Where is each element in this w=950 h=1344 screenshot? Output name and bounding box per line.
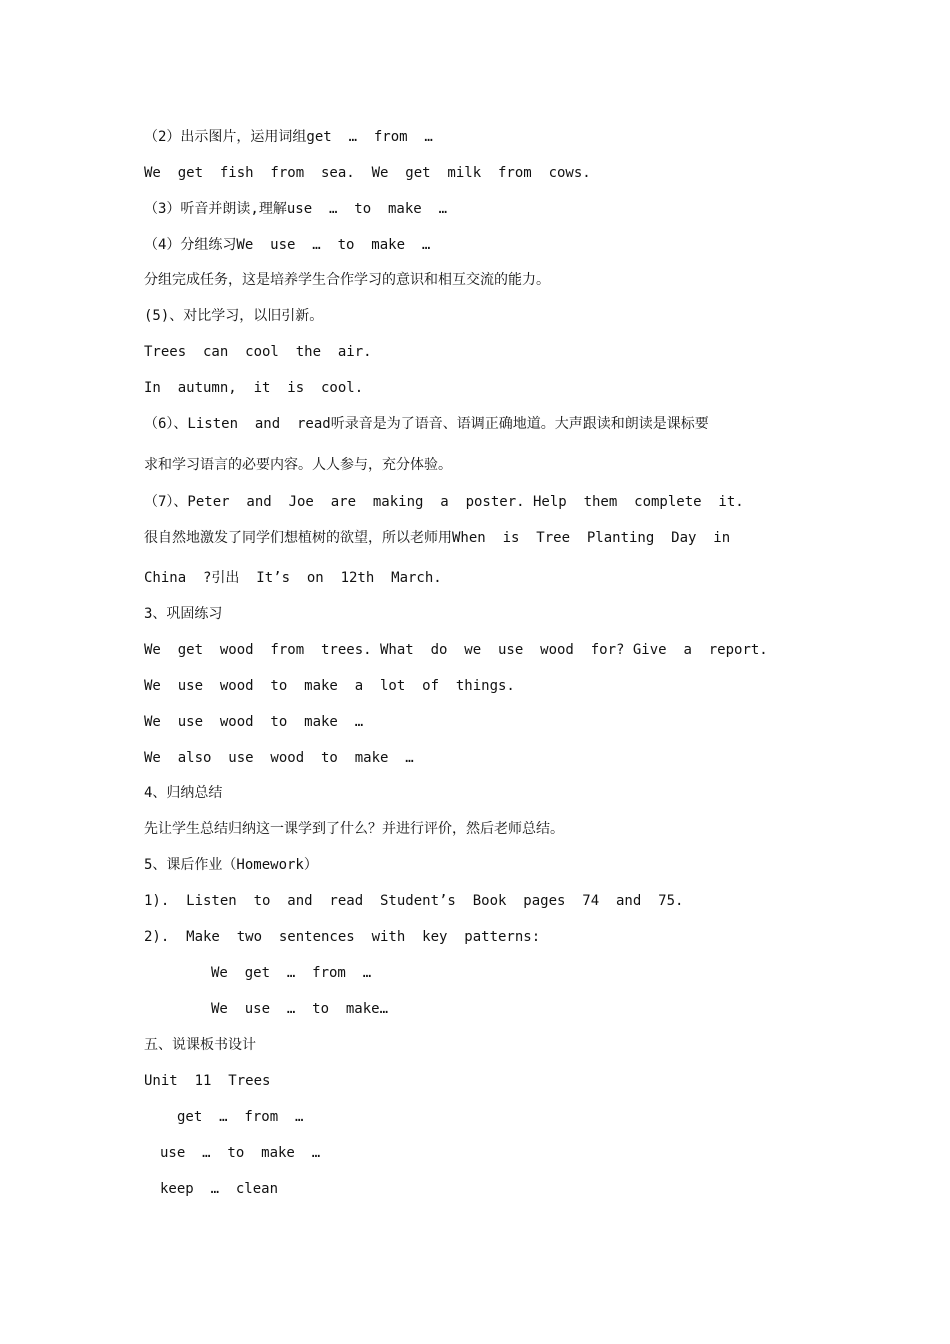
text-line: 很自然地激发了同学们想植树的欲望，所以老师用When is Tree Planting Day in (144, 530, 731, 546)
text-line: We use wood to make a lot of things. (144, 678, 515, 694)
section-heading: 5、课后作业（Homework） (144, 857, 318, 873)
text-line: 求和学习语言的必要内容。人人参与，充分体验。 (144, 457, 452, 473)
text-line: （3）听音并朗读,理解use … to make … (144, 201, 448, 217)
text-line: We get … from … (211, 965, 372, 981)
text-line: We get fish from sea. We get milk from cows. (144, 165, 591, 181)
text-line: （4）分组练习We use … to make … (144, 237, 431, 253)
text-line: We use wood to make … (144, 714, 364, 730)
text-line: We use … to make… (211, 1001, 389, 1017)
text-line: 1). Listen to and read Student’s Book pages 74 and 75. (144, 893, 684, 909)
text-line: keep … clean (160, 1181, 279, 1197)
text-line: use … to make … (160, 1145, 321, 1161)
text-line: （7）、Peter and Joe are making a poster. Help them complete it. (144, 494, 744, 510)
text-line: Trees can cool the air. (144, 344, 372, 360)
text-line: Unit 11 Trees (144, 1073, 271, 1089)
text-line: 2). Make two sentences with key patterns: (144, 929, 541, 945)
text-line: （2）出示图片，运用词组get … from … (144, 129, 433, 145)
text-line: 先让学生总结归纳这一课学到了什么？并进行评价，然后老师总结。 (144, 821, 564, 837)
text-line: We get wood from trees. What do we use wood for? Give a report. (144, 642, 768, 658)
text-line: (5)、对比学习，以旧引新。 (144, 308, 324, 324)
text-line: get … from … (177, 1109, 304, 1125)
text-line: In autumn, it is cool. (144, 380, 364, 396)
text-line: 分组完成任务，这是培养学生合作学习的意识和相互交流的能力。 (144, 272, 550, 288)
text-line: China ?引出 It’s on 12th March. (144, 570, 442, 586)
section-heading: 4、归纳总结 (144, 785, 223, 801)
section-heading: 五、说课板书设计 (144, 1037, 256, 1053)
section-heading: 3、巩固练习 (144, 606, 223, 622)
text-line: We also use wood to make … (144, 750, 414, 766)
text-line: （6）、Listen and read听录音是为了语音、语调正确地道。大声跟读和朗读是课标要 (144, 416, 709, 432)
